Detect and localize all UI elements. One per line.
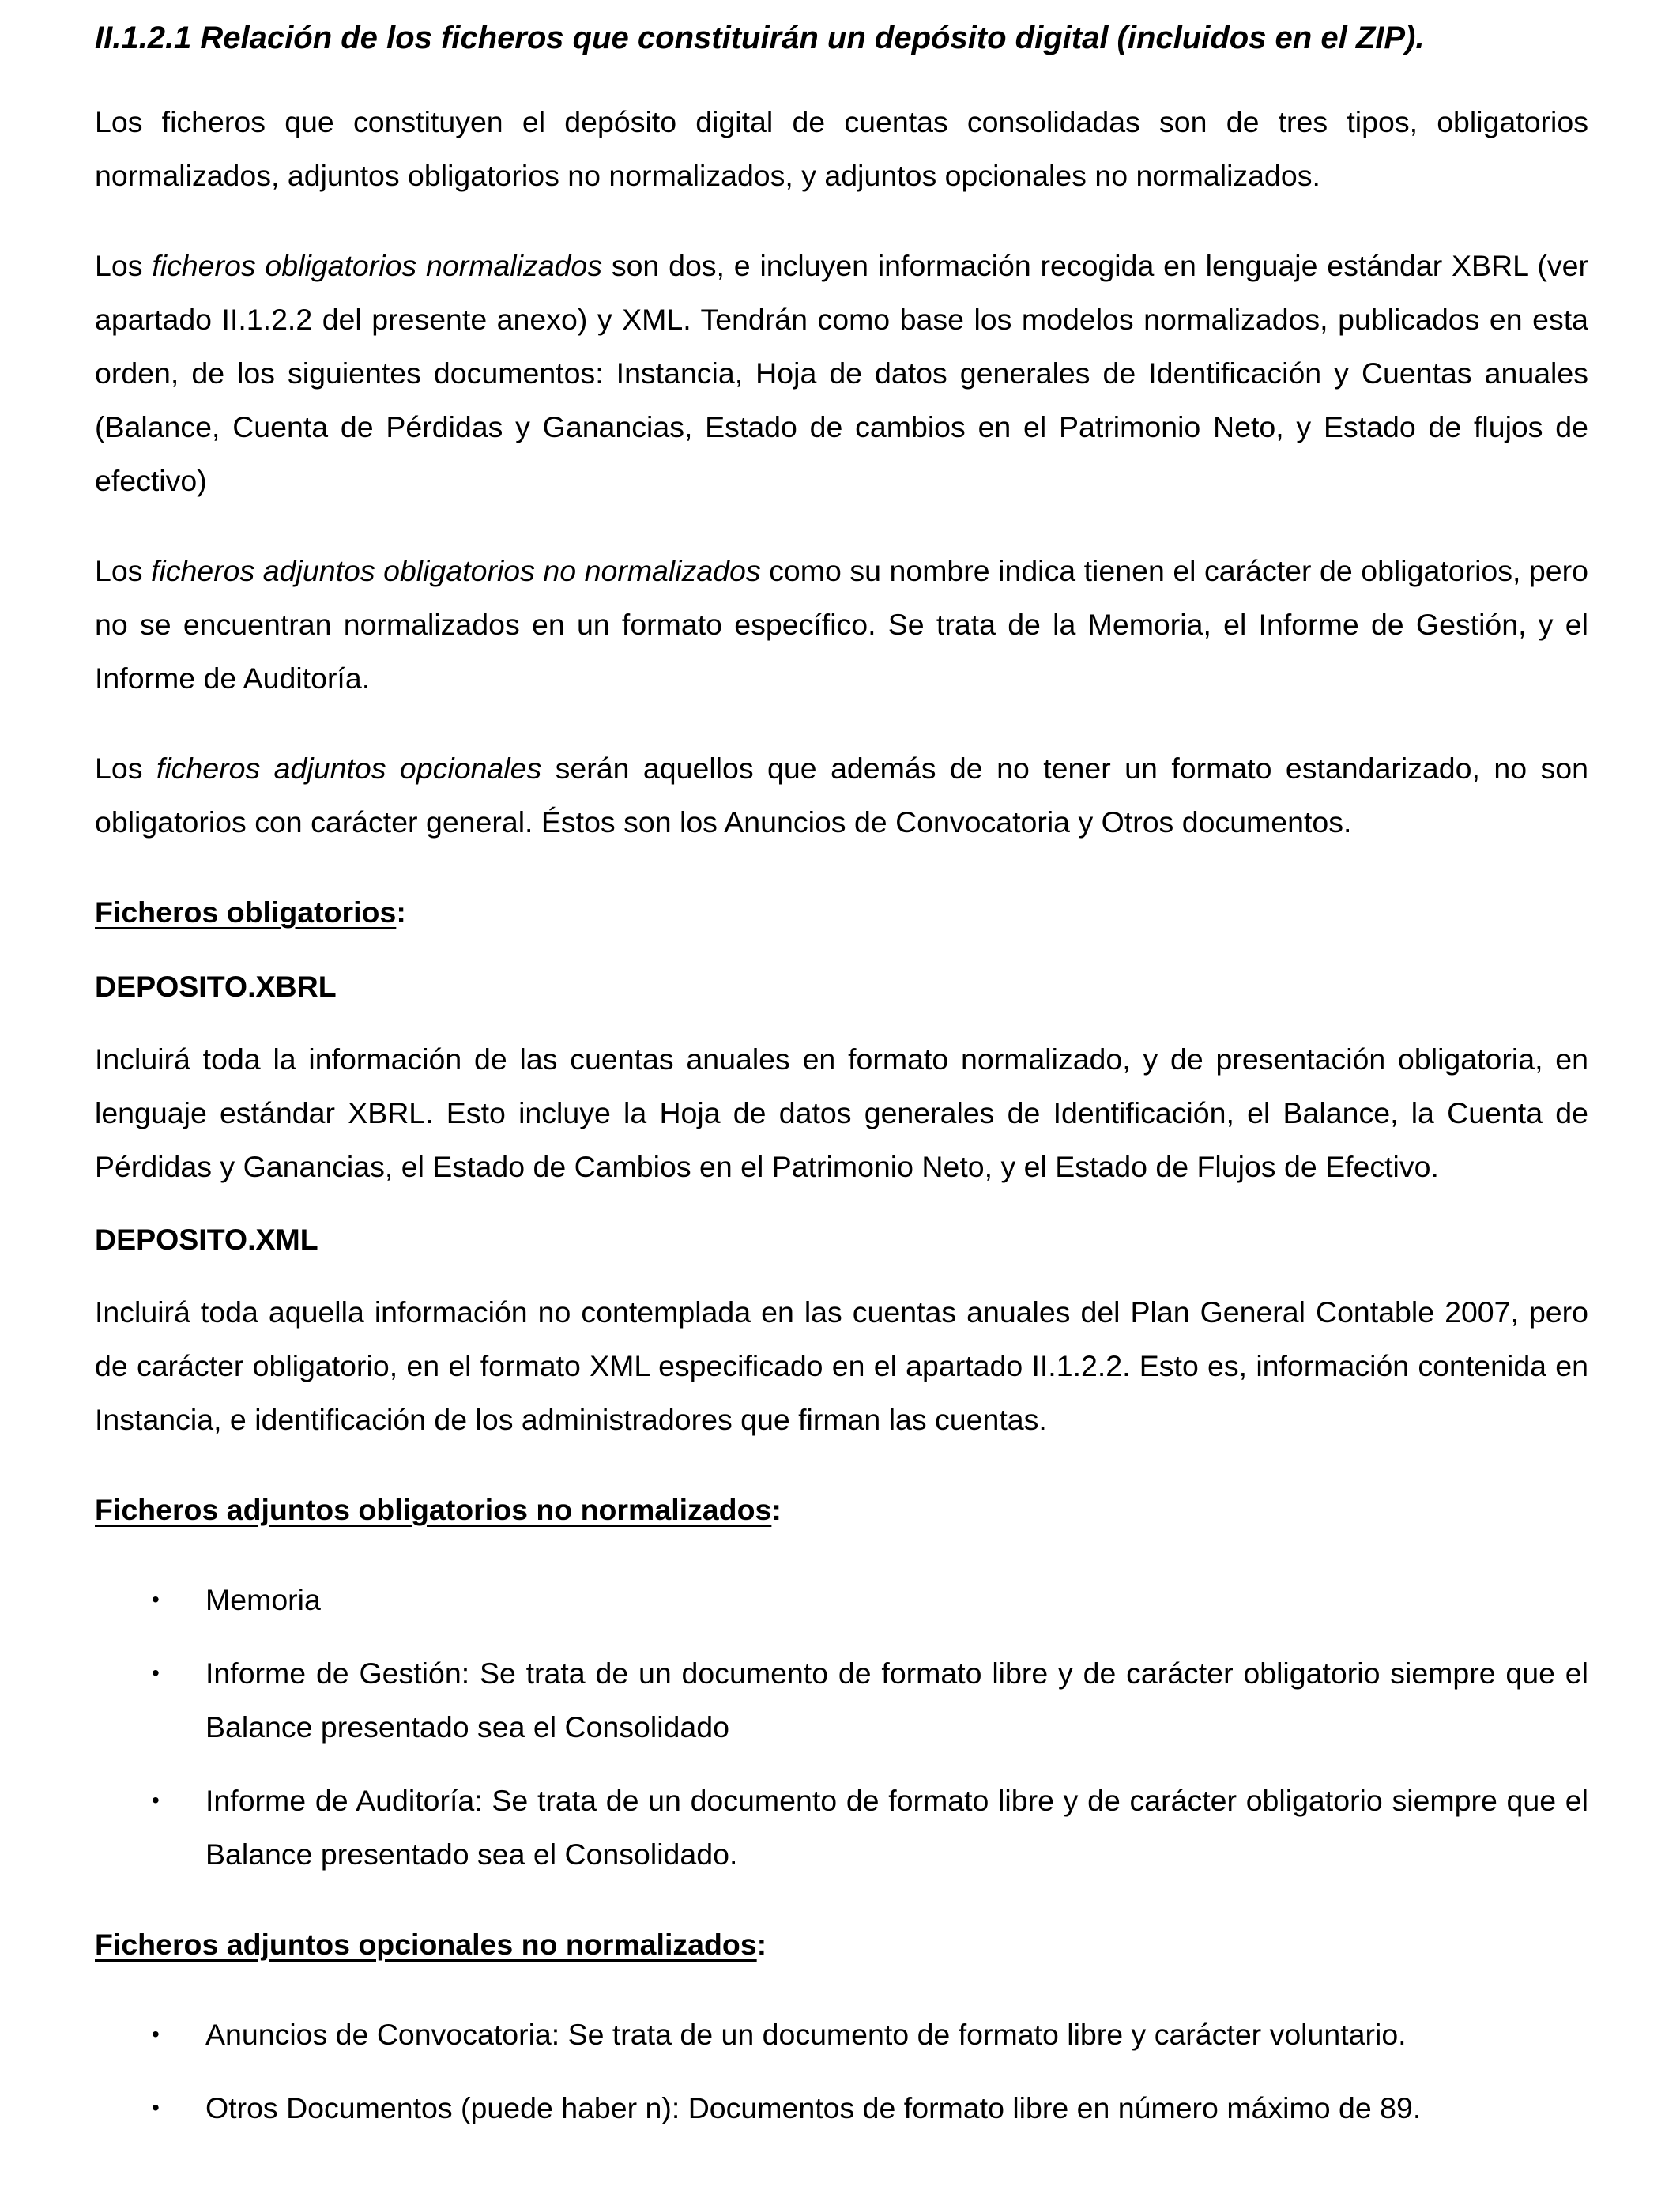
document-page — [95, 14, 1588, 2135]
term-ficheros-adjuntos-opcionales: ficheros adjuntos opcionales — [156, 752, 542, 785]
section-heading: II.1.2.1 Relación de los ficheros que constituirán un depósito digital (incluidos en el ZIP). — [95, 21, 1425, 55]
intro-paragraph: Los ficheros que constituyen el depósito digital de cuentas consolidadas son de tres tipos, obligatorios normalizados, adjuntos obligatorios no normalizados, y adjuntos opcionales no normalizados. — [95, 105, 1588, 192]
bullet-icon: • — [152, 2022, 160, 2046]
heading-colon: : — [756, 1928, 767, 1961]
deposito-xml-title: DEPOSITO.XML — [95, 1223, 318, 1256]
paragraph-body: son dos, e incluyen información recogida en lenguaje estándar XBRL (ver apartado II.1.2.2 del presente anexo) y XML. Tendrán como base los modelos normalizados, publicados en esta orden, de los siguientes documentos: Instancia, Hoja de datos generales de Identificación y Cuentas anuales (Balance, Cuenta de Pérdidas y Ganancias, Estado de cambios en el Patrimonio Neto, y Estado de flujos de efectivo) — [95, 249, 1588, 497]
deposito-xml-description: Incluirá toda aquella información no contemplada en las cuentas anuales del Plan General Contable 2007, pero de carácter obligatorio, en el formato XML especificado en el apartado II.1.2.2. Esto es, información contenida en Instancia, e identificación de los administradores que firman las cuentas. — [95, 1295, 1588, 1436]
heading-colon: : — [396, 895, 406, 929]
bullet-icon: • — [152, 1661, 160, 1685]
list-item — [95, 2081, 1588, 2135]
paragraph-obligatorios-normalizados — [95, 239, 1588, 507]
heading-ficheros-obligatorios-label: Ficheros obligatorios — [95, 895, 397, 929]
paragraph-prefix: Los — [95, 554, 151, 587]
list-adjuntos-obligatorios — [95, 1573, 1588, 1881]
bullet-icon: • — [152, 2095, 160, 2120]
list-item-text: Informe de Auditoría: Se trata de un documento de formato libre y de carácter obligatorio siempre que el Balance presentado sea el Consolidado. — [205, 1784, 1588, 1871]
heading-adjuntos-obligatorios-label: Ficheros adjuntos obligatorios no normalizados — [95, 1493, 772, 1526]
paragraph-adjuntos-obligatorios — [95, 544, 1588, 705]
heading-ficheros-obligatorios — [95, 885, 1588, 939]
list-item — [95, 1573, 1588, 1627]
paragraph-body: serán aquellos que además de no tener un formato estandarizado, no son obligatorios con carácter general. Éstos son los Anuncios de Convocatoria y Otros documentos. — [95, 752, 1588, 839]
list-item — [95, 1774, 1588, 1881]
paragraph-adjuntos-opcionales — [95, 741, 1588, 849]
paragraph-body: como su nombre indica tienen el carácter de obligatorios, pero no se encuentran normalizados en un formato específico. Se trata de la Memoria, el Informe de Gestión, y el Informe de Auditoría. — [95, 554, 1588, 695]
heading-adjuntos-opcionales — [95, 1917, 1588, 1971]
list-adjuntos-opcionales — [95, 2007, 1588, 2135]
term-ficheros-obligatorios-normalizados: ficheros obligatorios normalizados — [152, 249, 603, 282]
heading-adjuntos-obligatorios — [95, 1483, 1588, 1536]
heading-adjuntos-opcionales-label: Ficheros adjuntos opcionales no normalizados — [95, 1928, 757, 1961]
heading-colon: : — [771, 1493, 782, 1526]
list-item — [95, 1646, 1588, 1754]
list-item — [95, 2007, 1588, 2061]
paragraph-prefix: Los — [95, 249, 153, 282]
list-item-text: Anuncios de Convocatoria: Se trata de un documento de formato libre y carácter voluntario. — [205, 2018, 1407, 2051]
deposito-xbrl-description: Incluirá toda la información de las cuentas anuales en formato normalizado, y de presentación obligatoria, en lenguaje estándar XBRL. Esto incluye la Hoja de datos generales de Identificación, el Balance, la Cuenta de Pérdidas y Ganancias, el Estado de Cambios en el Patrimonio Neto, y el Estado de Flujos de Efectivo. — [95, 1042, 1588, 1183]
list-item-text: Memoria — [205, 1583, 321, 1616]
deposito-xbrl-title: DEPOSITO.XBRL — [95, 970, 337, 1003]
list-item-text: Informe de Gestión: Se trata de un documento de formato libre y de carácter obligatorio siempre que el Balance presentado sea el Consolidado — [205, 1657, 1588, 1744]
bullet-icon: • — [152, 1788, 160, 1812]
bullet-icon: • — [152, 1587, 160, 1612]
term-ficheros-adjuntos-obligatorios: ficheros adjuntos obligatorios no normalizados — [150, 554, 761, 587]
paragraph-prefix: Los — [95, 752, 156, 785]
list-item-text: Otros Documentos (puede haber n): Documentos de formato libre en número máximo de 89. — [205, 2091, 1422, 2124]
